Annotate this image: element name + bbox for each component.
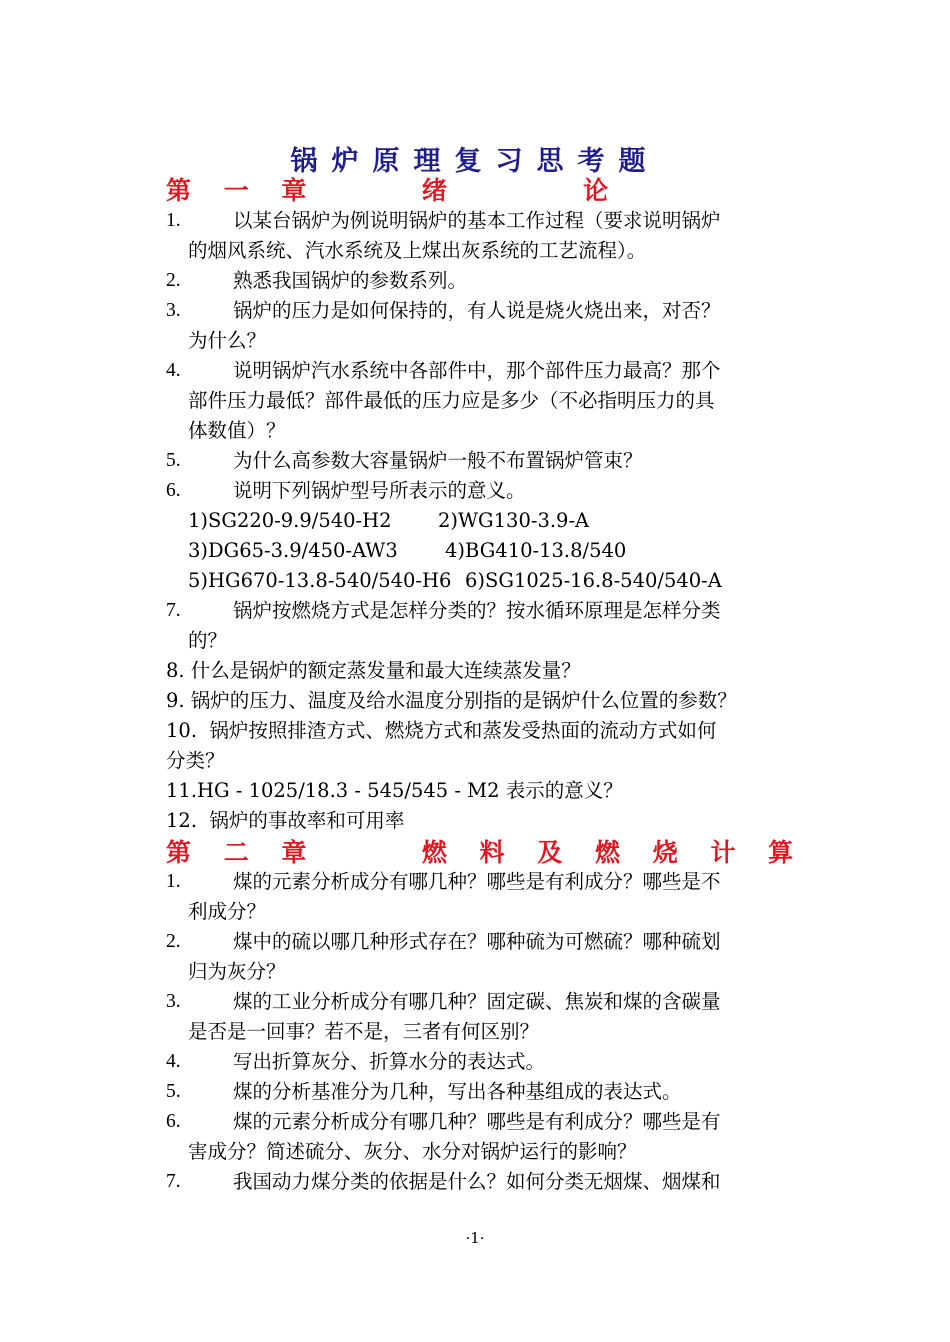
model-code: 6)SG1025-16.8-540/540-A: [465, 569, 722, 592]
model-code: 5)HG670-13.8-540/540-H6: [188, 569, 452, 592]
item-text-line: 说明下列锅炉型号所表示的意义。: [233, 479, 526, 502]
item-number: 3.: [166, 300, 181, 321]
item-number: 4.: [166, 1051, 181, 1072]
item-number: 2.: [166, 270, 181, 291]
item-text-line: 锅炉按燃烧方式是怎样分类的？按水循环原理是怎样分类: [233, 599, 721, 622]
item-text-line: 煤的分析基准分为几种，写出各种基组成的表达式。: [233, 1080, 682, 1103]
item-number: 7.: [166, 600, 181, 621]
item-text-line: 体数值）？: [188, 419, 286, 442]
item-number: 4.: [166, 360, 181, 381]
item-text-line: 为什么？: [188, 329, 267, 352]
item-number: 7.: [166, 1171, 181, 1192]
page-number: ·1·: [465, 1229, 485, 1247]
chapter1-heading: 第 一 章 绪 论: [166, 176, 621, 205]
item-text-line: 部件压力最低？部件最低的压力应是多少（不必指明压力的具: [188, 389, 715, 412]
item-number: 6.: [166, 1111, 181, 1132]
item-text-line: 的？: [188, 629, 228, 652]
item-text-line: 煤的元素分析成分有哪几种？哪些是有利成分？哪些是有: [233, 1110, 721, 1133]
model-code: 1)SG220-9.9/540-H2: [188, 509, 392, 532]
item-number: 1.: [166, 871, 181, 892]
item-number: 5.: [166, 1081, 181, 1102]
item-number: 1.: [166, 210, 181, 231]
item-text-line: 我国动力煤分类的依据是什么？如何分类无烟煤、烟煤和: [233, 1170, 721, 1193]
item-number: 5.: [166, 450, 181, 471]
item-number: 3.: [166, 991, 181, 1012]
item-text-line: 10. 锅炉按照排渣方式、燃烧方式和蒸发受热面的流动方式如何: [166, 719, 717, 742]
item-text-line: 12. 锅炉的事故率和可用率: [166, 809, 405, 832]
item-text-line: 的烟风系统、汽水系统及上煤出灰系统的工艺流程）。: [188, 239, 647, 262]
model-code: 4)BG410-13.8/540: [445, 539, 627, 562]
item-text-line: 害成分？简述硫分、灰分、水分对锅炉运行的影响？: [188, 1140, 637, 1163]
item-text-line: 煤的工业分析成分有哪几种？固定碳、焦炭和煤的含碳量: [233, 990, 721, 1013]
item-text-line: 说明锅炉汽水系统中各部件中，那个部件压力最高？那个: [233, 359, 721, 382]
item-text-line: 归为灰分？: [188, 960, 286, 983]
item-text-line: 写出折算灰分、折算水分的表达式。: [233, 1050, 546, 1073]
item-text-line: 8. 什么是锅炉的额定蒸发量和最大连续蒸发量？: [166, 659, 581, 682]
item-text-line: 煤中的硫以哪几种形式存在？哪种硫为可燃硫？哪种硫划: [233, 930, 721, 953]
item-text-line: 11.HG - 1025/18.3 - 545/545 - M2 表示的意义？: [166, 779, 623, 802]
item-text-line: 为什么高参数大容量锅炉一般不布置锅炉管束？: [233, 449, 643, 472]
item-text-line: 利成分？: [188, 900, 267, 923]
page-title: 锅炉原理复习思考题: [290, 146, 660, 177]
item-text-line: 熟悉我国锅炉的参数系列。: [233, 269, 468, 292]
chapter2-heading: 第 二 章 燃 料 及 燃 烧 计 算: [166, 838, 806, 867]
item-number: 2.: [166, 931, 181, 952]
item-text-line: 以某台锅炉为例说明锅炉的基本工作过程（要求说明锅炉: [233, 209, 721, 232]
item-text-line: 煤的元素分析成分有哪几种？哪些是有利成分？哪些是不: [233, 870, 721, 893]
item-text-line: 锅炉的压力是如何保持的，有人说是烧火烧出来，对否？: [233, 299, 721, 322]
model-code: 3)DG65-3.9/450-AW3: [188, 539, 398, 562]
item-number: 6.: [166, 480, 181, 501]
item-text-line: 9. 锅炉的压力、温度及给水温度分别指的是锅炉什么位置的参数？: [166, 689, 737, 712]
item-text-line: 分类？: [166, 749, 225, 772]
model-code: 2)WG130-3.9-A: [438, 509, 590, 532]
item-text-line: 是否是一回事？若不是，三者有何区别？: [188, 1020, 540, 1043]
